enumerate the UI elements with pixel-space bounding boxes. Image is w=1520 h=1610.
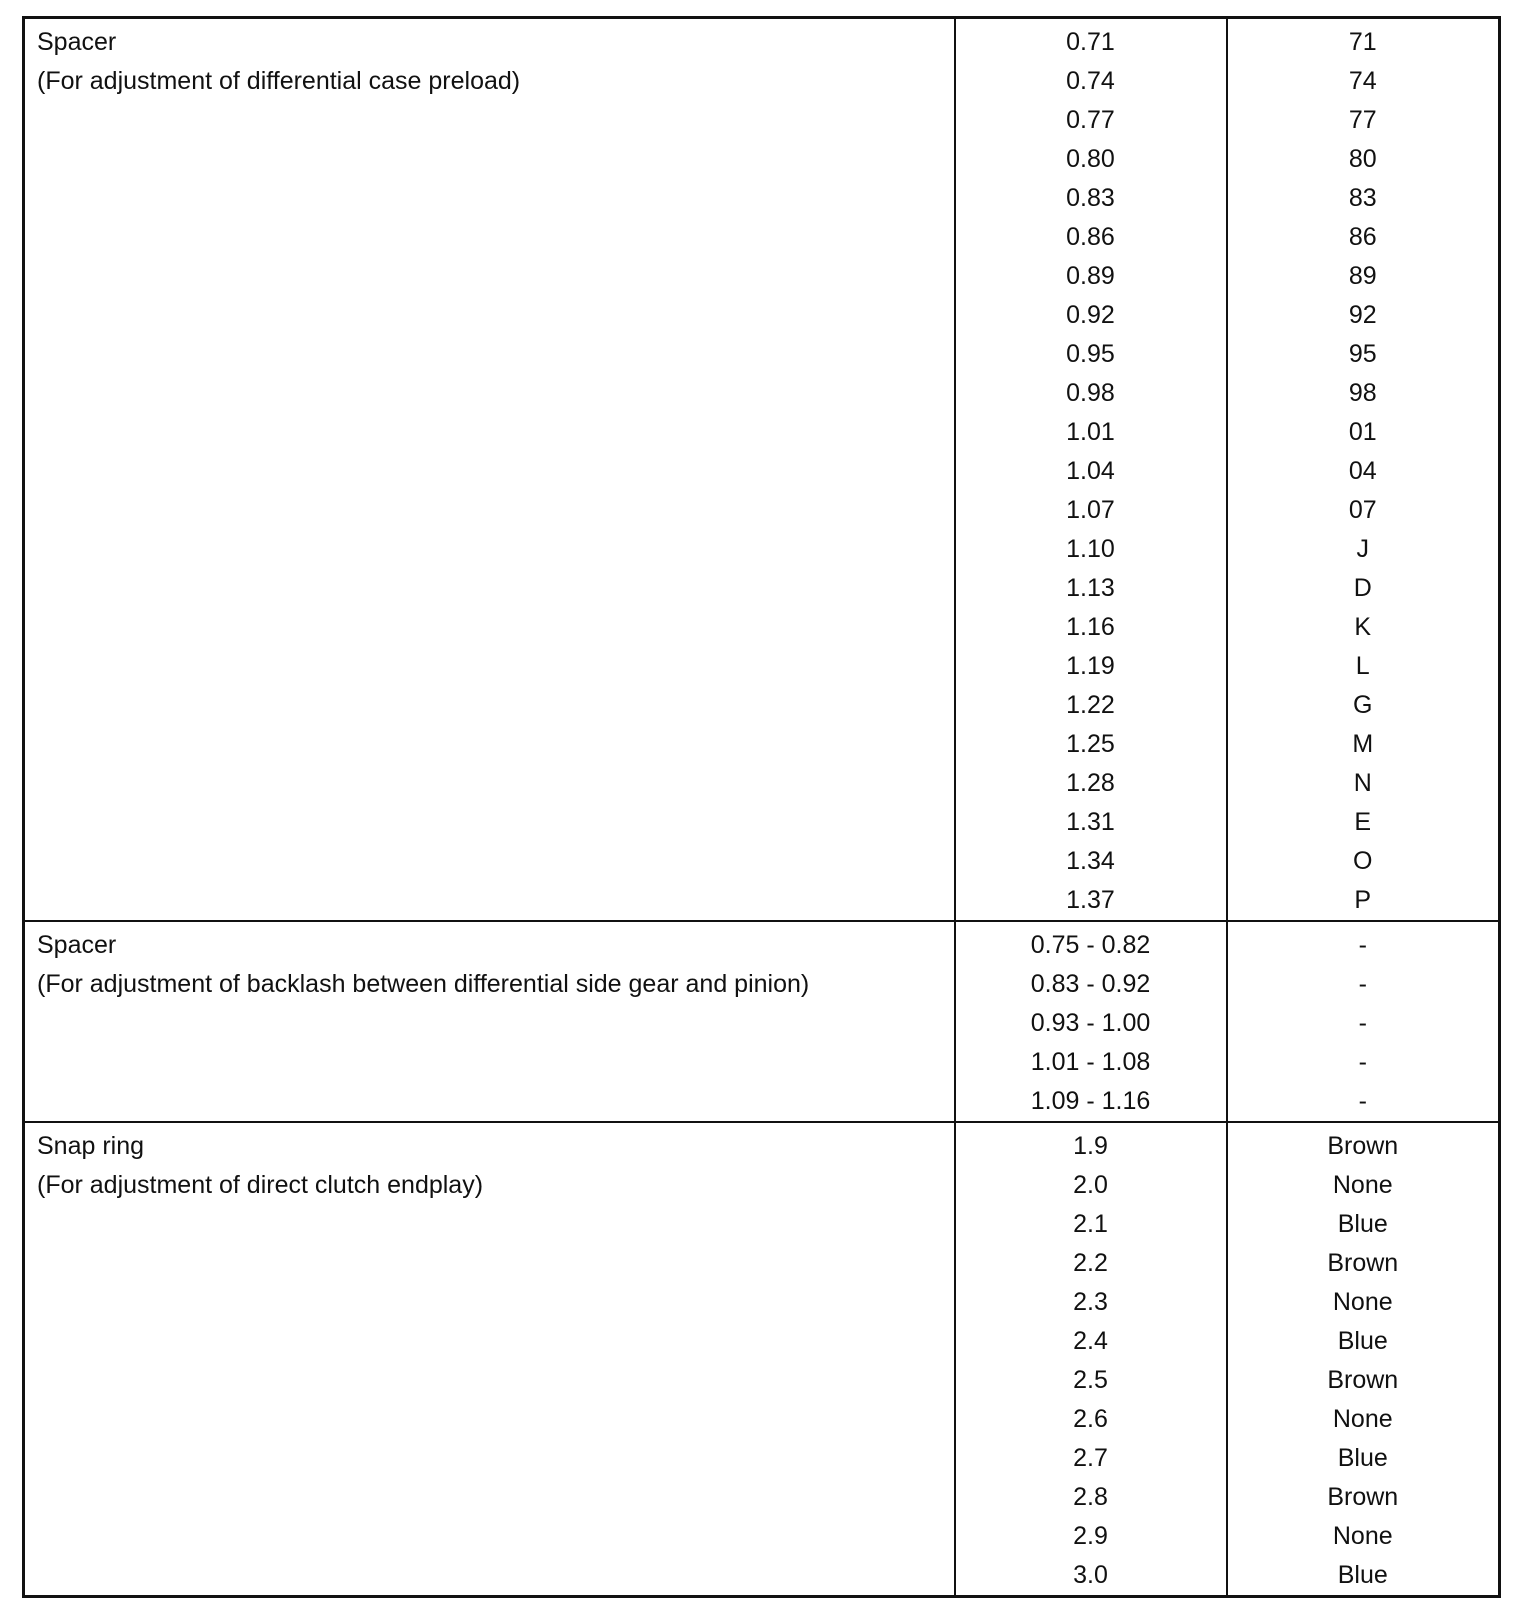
- thickness-cell: [955, 18, 1227, 922]
- thickness-value: 0.83: [1066, 184, 1115, 212]
- mark-value: 80: [1348, 145, 1377, 173]
- mark-cell: [1227, 921, 1500, 1122]
- part-purpose: (For adjustment of direct clutch endplay): [37, 1171, 484, 1199]
- thickness-value: 1.01: [1066, 418, 1115, 446]
- mark-value: G: [1353, 691, 1373, 719]
- thickness-value: 1.28: [1066, 769, 1115, 797]
- mark-value: 95: [1348, 340, 1377, 368]
- thickness-value: 2.1: [1073, 1210, 1108, 1238]
- mark-value: 83: [1348, 184, 1377, 212]
- thickness-value: 2.0: [1073, 1171, 1108, 1199]
- mark-value: K: [1354, 613, 1372, 641]
- thickness-value: 2.2: [1073, 1249, 1108, 1277]
- mark-value: 86: [1348, 223, 1377, 251]
- mark-value: M: [1352, 730, 1374, 758]
- thickness-value: 2.8: [1073, 1483, 1108, 1511]
- thickness-value: 1.37: [1066, 886, 1115, 914]
- mark-value: Brown: [1327, 1249, 1399, 1277]
- mark-value: None: [1332, 1522, 1393, 1550]
- mark-value: -: [1358, 931, 1367, 959]
- mark-value: -: [1358, 1009, 1367, 1037]
- thickness-value: 0.71: [1066, 28, 1115, 56]
- thickness-value: 1.16: [1066, 613, 1115, 641]
- table-row: [24, 1122, 1500, 1597]
- mark-value: E: [1354, 808, 1372, 836]
- mark-value: None: [1332, 1288, 1393, 1316]
- mark-value: 98: [1348, 379, 1377, 407]
- thickness-value: 1.10: [1066, 535, 1115, 563]
- thickness-value: 1.13: [1066, 574, 1115, 602]
- thickness-value: 1.31: [1066, 808, 1115, 836]
- mark-value: -: [1358, 970, 1367, 998]
- mark-value: J: [1356, 535, 1369, 563]
- thickness-value: 0.80: [1066, 145, 1115, 173]
- thickness-value: 1.04: [1066, 457, 1115, 485]
- mark-value: P: [1354, 886, 1372, 914]
- thickness-value: 0.98: [1066, 379, 1115, 407]
- thickness-value: 1.9: [1073, 1132, 1108, 1160]
- mark-value: 07: [1348, 496, 1377, 524]
- thickness-value: 0.95: [1066, 340, 1115, 368]
- thickness-value: 0.74: [1066, 67, 1115, 95]
- part-name: Snap ring: [37, 1132, 145, 1160]
- mark-value: None: [1332, 1405, 1393, 1433]
- mark-value: Brown: [1327, 1483, 1399, 1511]
- thickness-value: 0.83 - 0.92: [1030, 970, 1151, 998]
- mark-value: L: [1355, 652, 1370, 680]
- thickness-value: 3.0: [1073, 1561, 1108, 1589]
- thickness-value: 1.19: [1066, 652, 1115, 680]
- thickness-value: 2.7: [1073, 1444, 1108, 1472]
- mark-value: 74: [1348, 67, 1377, 95]
- mark-value: D: [1353, 574, 1372, 602]
- thickness-value: 2.4: [1073, 1327, 1108, 1355]
- table-row: [24, 921, 1500, 1122]
- mark-value: 89: [1348, 262, 1377, 290]
- mark-value: O: [1353, 847, 1373, 875]
- mark-value: Blue: [1337, 1210, 1388, 1238]
- thickness-value: 0.92: [1066, 301, 1115, 329]
- thickness-value: 0.75 - 0.82: [1030, 931, 1151, 959]
- mark-cell: [1227, 1122, 1500, 1597]
- thickness-value: 0.86: [1066, 223, 1115, 251]
- part-cell: [24, 1122, 955, 1597]
- part-purpose: (For adjustment of backlash between differential side gear and pinion): [37, 970, 810, 998]
- table-row: [24, 18, 1500, 922]
- mark-value: -: [1358, 1087, 1367, 1115]
- mark-value: 01: [1348, 418, 1377, 446]
- thickness-value: 2.9: [1073, 1522, 1108, 1550]
- mark-value: None: [1332, 1171, 1393, 1199]
- thickness-value: 0.89: [1066, 262, 1115, 290]
- part-purpose: (For adjustment of differential case preload): [37, 67, 521, 95]
- mark-value: 77: [1348, 106, 1377, 134]
- thickness-value: 1.07: [1066, 496, 1115, 524]
- table-body: [24, 18, 1500, 1597]
- mark-value: Brown: [1327, 1132, 1399, 1160]
- thickness-cell: [955, 921, 1227, 1122]
- thickness-value: 1.34: [1066, 847, 1115, 875]
- mark-cell: [1227, 18, 1500, 922]
- thickness-value: 0.77: [1066, 106, 1115, 134]
- thickness-value: 1.01 - 1.08: [1030, 1048, 1151, 1076]
- mark-value: 04: [1348, 457, 1377, 485]
- mark-value: Blue: [1337, 1327, 1388, 1355]
- thickness-value: 0.93 - 1.00: [1030, 1009, 1151, 1037]
- thickness-value: 1.09 - 1.16: [1030, 1087, 1151, 1115]
- thickness-value: 1.22: [1066, 691, 1115, 719]
- mark-value: Brown: [1327, 1366, 1399, 1394]
- thickness-value: 1.25: [1066, 730, 1115, 758]
- part-name: Spacer: [37, 28, 117, 56]
- mark-value: Blue: [1337, 1444, 1388, 1472]
- thickness-value: 2.6: [1073, 1405, 1108, 1433]
- part-cell: [24, 921, 955, 1122]
- mark-value: 71: [1348, 28, 1377, 56]
- mark-value: 92: [1348, 301, 1377, 329]
- thickness-value: 2.3: [1073, 1288, 1108, 1316]
- part-name: Spacer: [37, 931, 117, 959]
- mark-value: N: [1353, 769, 1372, 797]
- mark-value: Blue: [1337, 1561, 1388, 1589]
- spec-table: [22, 16, 1501, 1598]
- thickness-cell: [955, 1122, 1227, 1597]
- thickness-value: 2.5: [1073, 1366, 1108, 1394]
- mark-value: -: [1358, 1048, 1367, 1076]
- part-cell: [24, 18, 955, 922]
